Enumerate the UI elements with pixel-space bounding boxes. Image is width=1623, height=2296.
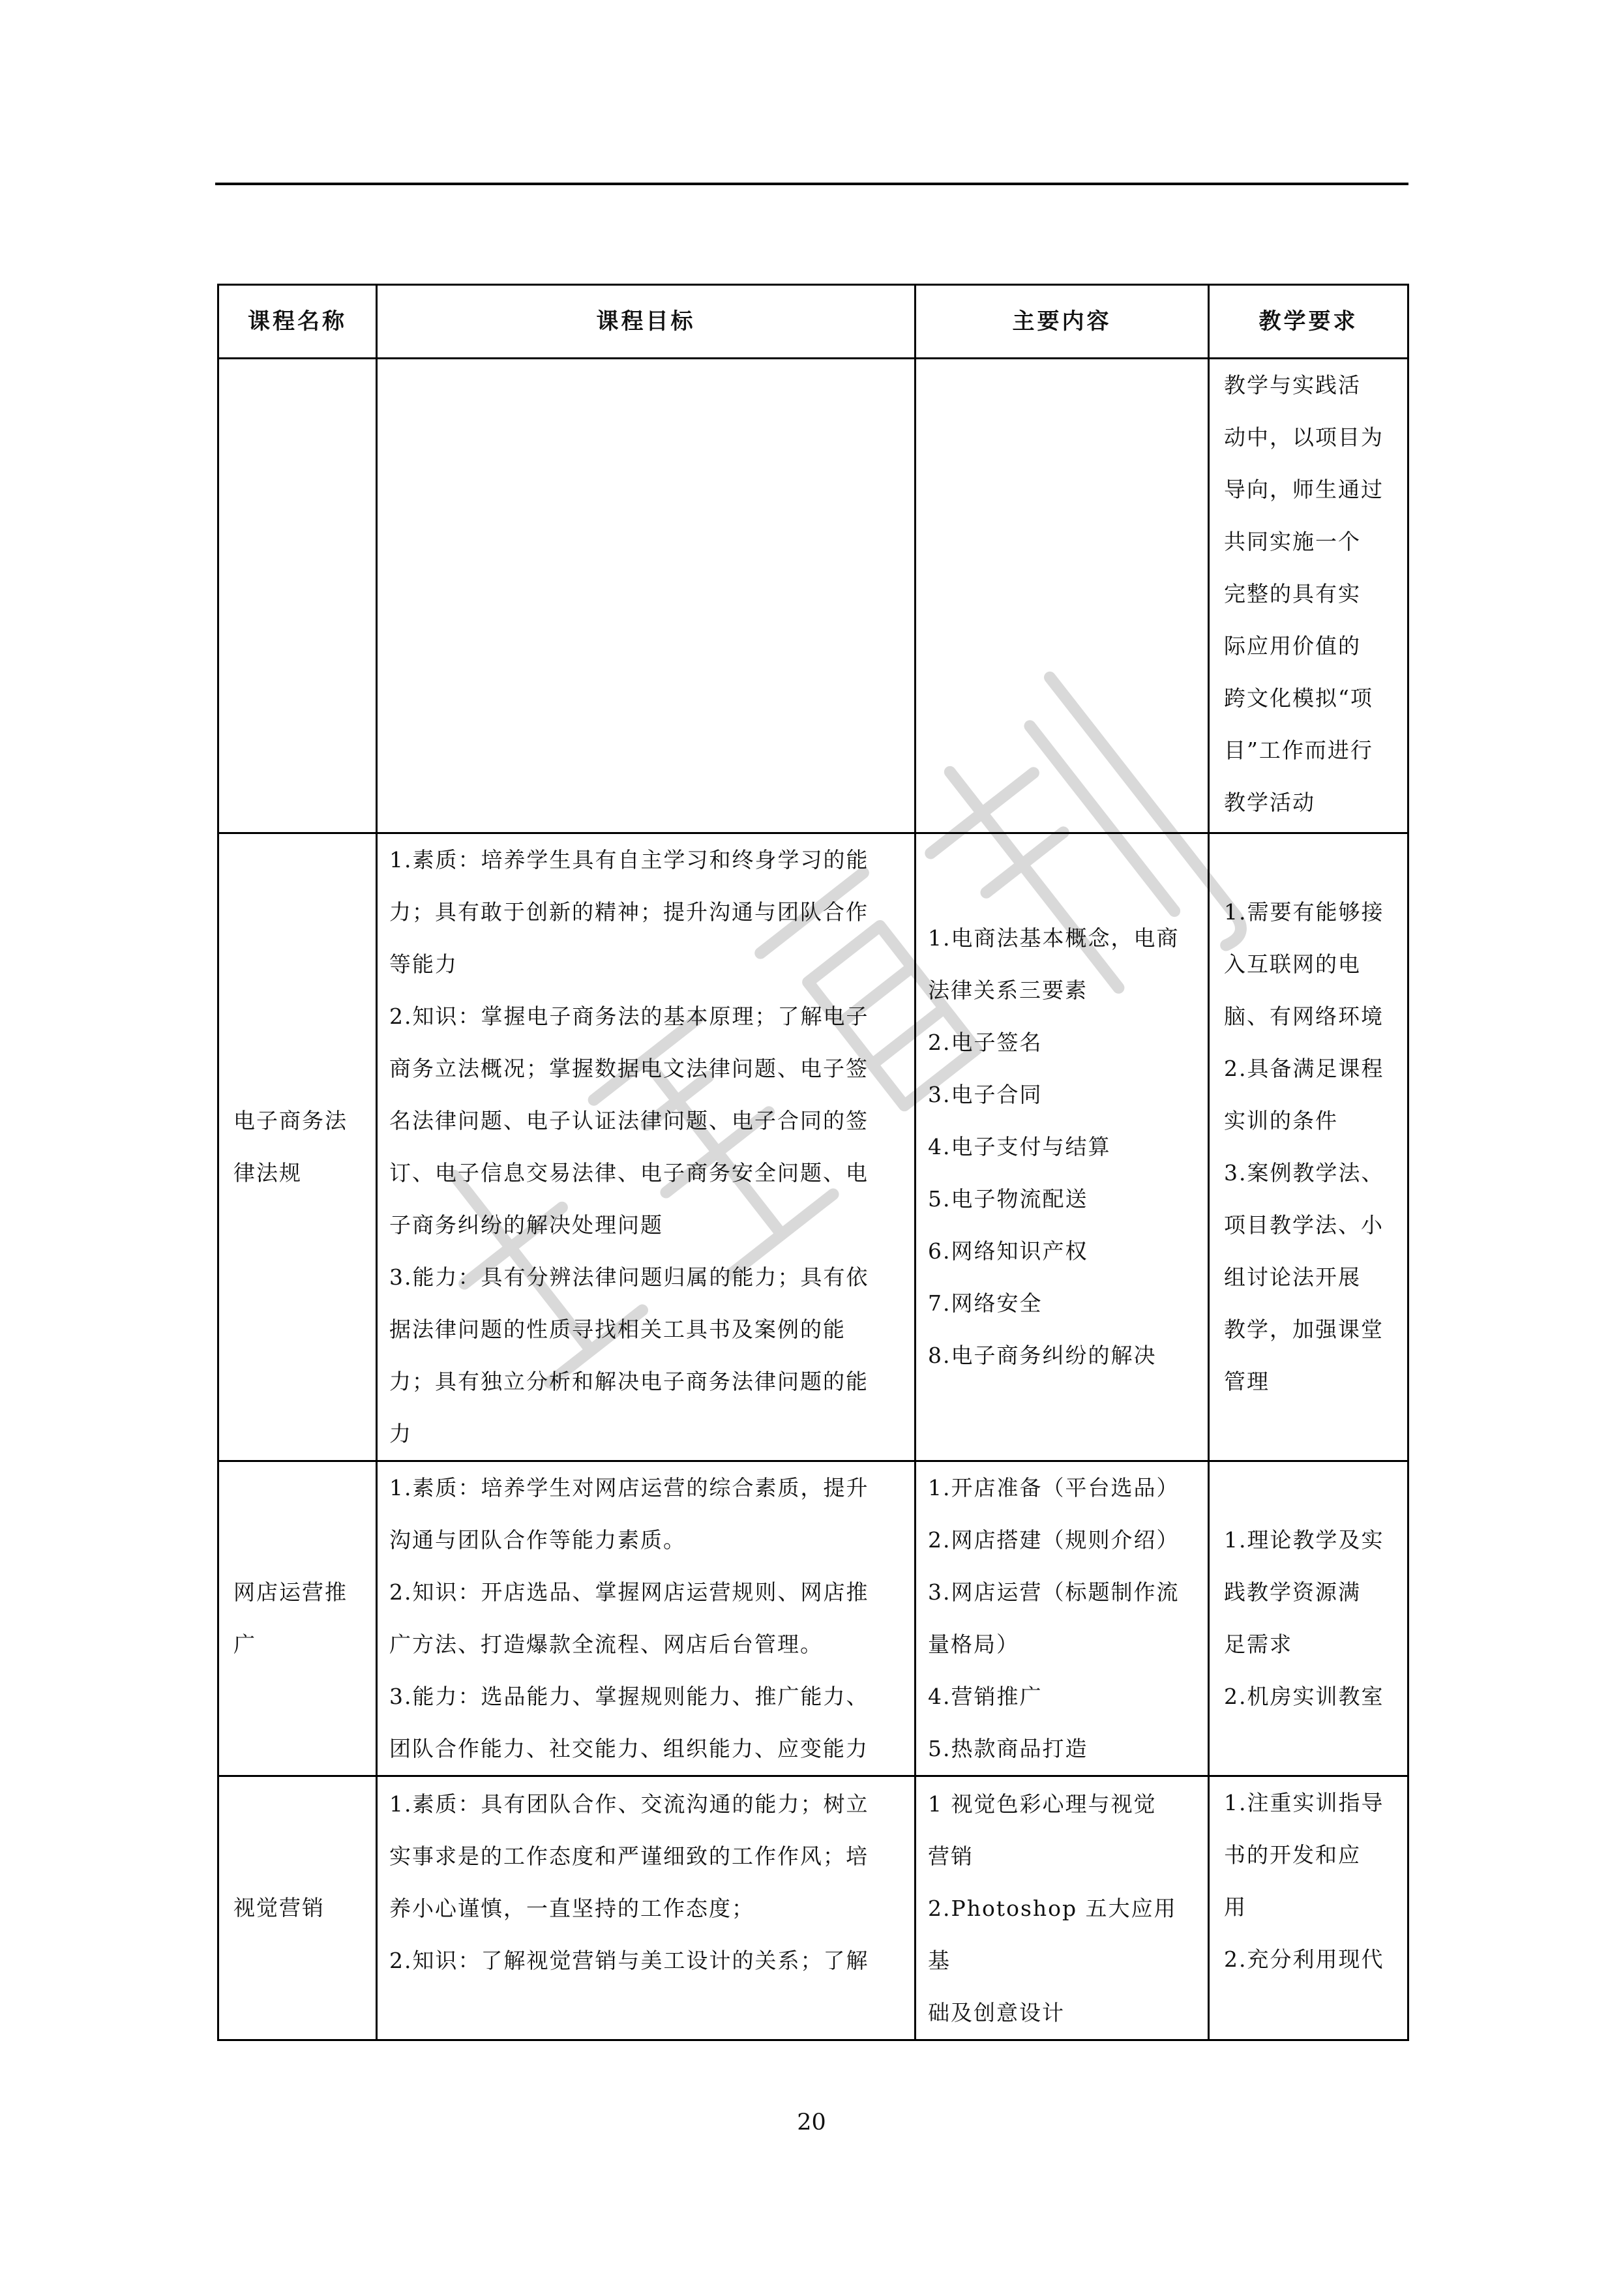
teaching-requirement-cell: 1.需要有能够接 入互联网的电 脑、有网络环境 2.具备满足课程 实训的条件 3.案例教学法、 项目教学法、小 组讨论法开展 教学，加强课堂 管理 xyxy=(1209,833,1408,1461)
course-goal-cell: 1.素质：培养学生对网店运营的综合素质，提升 沟通与团队合作等能力素质。 2.知识：开店选品、掌握网店运营规则、网店推 广方法、打造爆款全流程、网店后台管理。 3.能力：选品能力、掌握规则能力、推广能力、 团队合作能力、社交能力、组织能力、应变能力 xyxy=(377,1461,916,1776)
course-name-cell xyxy=(218,359,377,833)
course-name-cell: 网店运营推 广 xyxy=(218,1461,377,1776)
table-header-row xyxy=(218,285,1408,359)
header-course-name: 课程名称 xyxy=(218,285,377,359)
main-content-cell: 1.开店准备（平台选品） 2.网店搭建（规则介绍） 3.网店运营（标题制作流 量格局） 4.营销推广 5.热款商品打造 xyxy=(916,1461,1209,1776)
header-teaching-requirement: 教学要求 xyxy=(1209,285,1408,359)
header-rule xyxy=(215,183,1408,185)
table-row xyxy=(218,1461,1408,1776)
page-number: 20 xyxy=(797,2110,826,2136)
teaching-requirement-cell: 教学与实践活 动中，以项目为 导向，师生通过 共同实施一个 完整的具有实 际应用价值的 跨文化模拟“项 目”工作而进行 教学活动 xyxy=(1209,359,1408,833)
course-name-cell: 电子商务法 律法规 xyxy=(218,833,377,1461)
header-main-content: 主要内容 xyxy=(916,285,1209,359)
teaching-requirement-cell: 1.注重实训指导 书的开发和应 用 2.充分利用现代 xyxy=(1209,1776,1408,2040)
course-goal-cell: 1.素质：具有团队合作、交流沟通的能力；树立 实事求是的工作态度和严谨细致的工作作风；培 养小心谨慎，一直坚持的工作态度； 2.知识：了解视觉营销与美工设计的关系；了解 xyxy=(377,1776,916,2040)
table-row xyxy=(218,1776,1408,2040)
main-content-cell: 1.电商法基本概念，电商 法律关系三要素 2.电子签名 3.电子合同 4.电子支付与结算 5.电子物流配送 6.网络知识产权 7.网络安全 8.电子商务纠纷的解决 xyxy=(916,833,1209,1461)
course-goal-cell xyxy=(377,359,916,833)
course-goal-cell: 1.素质：培养学生具有自主学习和终身学习的能 力；具有敢于创新的精神；提升沟通与团队合作 等能力 2.知识：掌握电子商务法的基本原理；了解电子 商务立法概况；掌握数据电文法律问题、电子签 名法律问题、电子认证法律问题、电子合同的签 订、电子信息交易法律、电子商务安全问题、电 子商务纠纷的解决处理问题 3.能力：具有分辨法律问题归属的能力；具有依 据法律问题的性质寻找相关工具书及案例的能 力；具有独立分析和解决电子商务法律问题的能 力 xyxy=(377,833,916,1461)
table-row xyxy=(218,833,1408,1461)
course-name-cell: 视觉营销 xyxy=(218,1776,377,2040)
main-content-cell xyxy=(916,359,1209,833)
main-content-cell: 1 视觉色彩心理与视觉 营销 2.Photoshop 五大应用基 础及创意设计 xyxy=(916,1776,1209,2040)
table-row xyxy=(218,359,1408,833)
teaching-requirement-cell: 1.理论教学及实 践教学资源满 足需求 2.机房实训教室 xyxy=(1209,1461,1408,1776)
header-course-goal: 课程目标 xyxy=(377,285,916,359)
course-table xyxy=(217,284,1409,2041)
